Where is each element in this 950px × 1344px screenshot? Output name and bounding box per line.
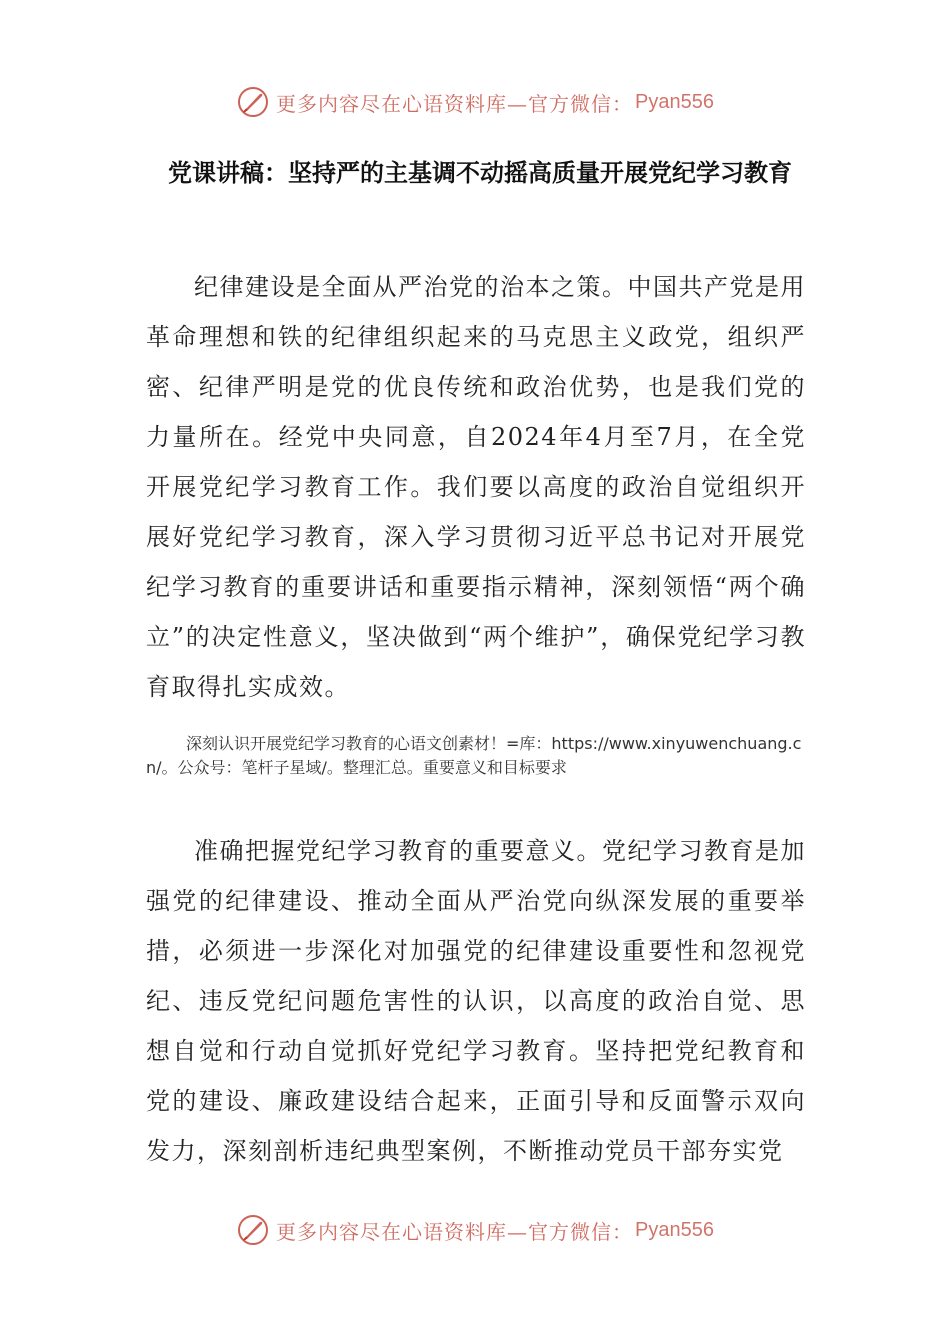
body-paragraph-2: 准确把握党纪学习教育的重要意义。党纪学习教育是加强党的纪律建设、推动全面从严治党向纵深发展的重要举措，必须进一步深化对加强党的纪律建设重要性和忽视党纪、违反党纪问题危害性的认识，以高度的政治自觉、思想自觉和行动自觉抓好党纪学习教育。坚持把党纪教育和党的建设、廉政建设结合起来，正面引导和反面警示双向发力，深刻剖析违纪典型案例，不断推动党员干部夯实党 xyxy=(146,837,806,1165)
banner-text: 更多内容尽在心语资料库—官方微信： xyxy=(276,1219,634,1244)
banner-text: 更多内容尽在心语资料库—官方微信： xyxy=(276,91,634,116)
document-title: 党课讲稿：坚持严的主基调不动摇高质量开展党纪学习教育 xyxy=(168,159,792,187)
source-note: 深刻认识开展党纪学习教育的心语文创素材！=库：https://www.xinyuwenchuang.cn/。公众号：笔杆子星域/。整理汇总。重要意义和目标要求 xyxy=(146,734,802,777)
banner-wechat-id: Pyan556 xyxy=(635,90,714,113)
quill-pen-icon xyxy=(236,85,270,119)
header-banner xyxy=(0,82,950,122)
banner-wechat-id: Pyan556 xyxy=(635,1218,714,1241)
footer-banner xyxy=(0,1210,950,1250)
body-paragraph-1: 纪律建设是全面从严治党的治本之策。中国共产党是用革命理想和铁的纪律组织起来的马克思主义政党，组织严密、纪律严明是党的优良传统和政治优势，也是我们党的力量所在。经党中央同意，自2024年4月至7月，在全党开展党纪学习教育工作。我们要以高度的政治自觉组织开展好党纪学习教育，深入学习贯彻习近平总书记对开展党纪学习教育的重要讲话和重要指示精神，深刻领悟“两个确立”的决定性意义，坚决做到“两个维护”，确保党纪学习教育取得扎实成效。 xyxy=(146,273,806,701)
quill-pen-icon xyxy=(236,1213,270,1247)
